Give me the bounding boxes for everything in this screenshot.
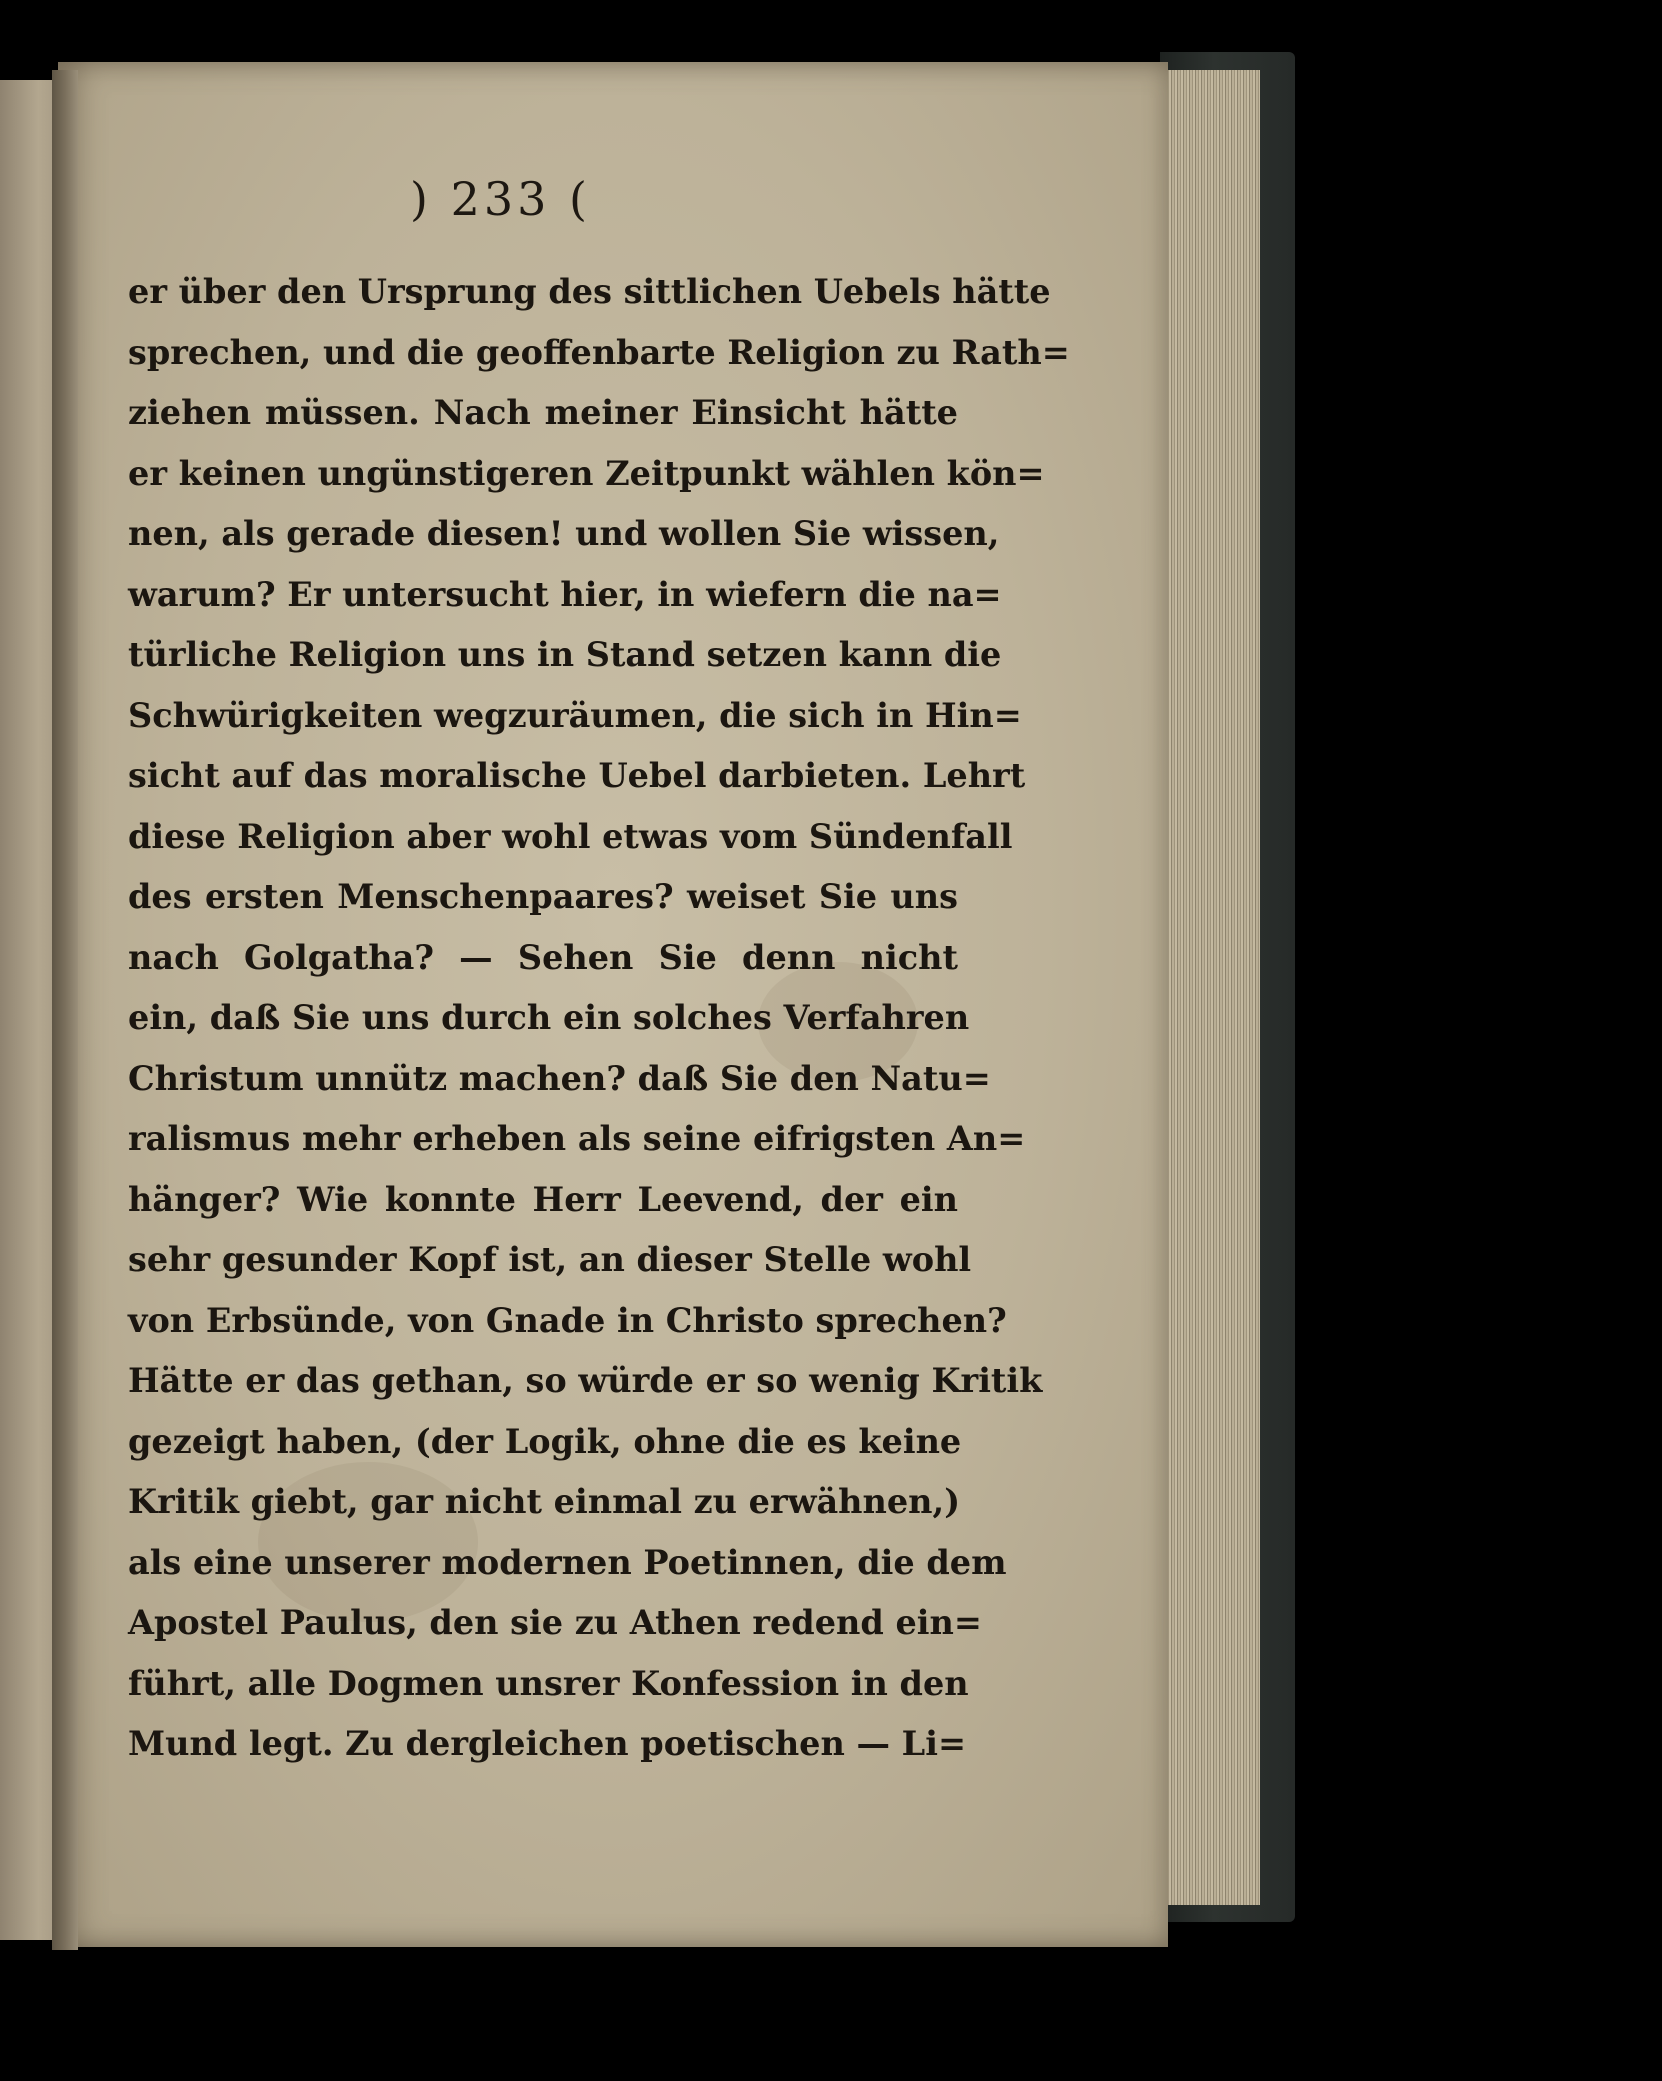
text-line: nach Golgatha? — Sehen Sie denn nicht <box>128 937 958 977</box>
text-line: ein, daß Sie uns durch ein solches Verfahren <box>128 998 970 1037</box>
text-line: von Erbsünde, von Gnade in Christo sprechen? <box>128 1300 1007 1340</box>
text-line: als eine unserer modernen Poetinnen, die dem <box>128 1542 1007 1582</box>
text-line: des ersten Menschenpaares? weiset Sie uns <box>128 877 958 916</box>
text-line: gezeigt haben, (der Logik, ohne die es keine <box>128 1421 962 1461</box>
text-line: sprechen, und die geoffenbarte Religion zu Rath= <box>128 332 1070 372</box>
text-line: Apostel Paulus, den sie zu Athen redend ein= <box>128 1603 982 1642</box>
text-line: führt, alle Dogmen unsrer Konfession in den <box>128 1663 969 1703</box>
text-line: er über den Ursprung des sittlichen Uebels hätte <box>128 272 1051 311</box>
text-line: Schwürigkeiten wegzuräumen, die sich in Hin= <box>128 695 1022 735</box>
text-line: sehr gesunder Kopf ist, an dieser Stelle wohl <box>128 1240 972 1279</box>
text-line: hänger? Wie konnte Herr Leevend, der ein <box>128 1179 958 1219</box>
page-gutter <box>52 70 78 1950</box>
text-line: ziehen müssen. Nach meiner Einsicht hätte <box>128 393 958 432</box>
text-line: türliche Religion uns in Stand setzen kann die <box>128 635 1002 674</box>
text-line: warum? Er untersucht hier, in wiefern die na= <box>128 574 1002 614</box>
text-line: nen, als gerade diesen! und wollen Sie wissen, <box>128 514 1000 553</box>
text-line: Christum unnütz machen? daß Sie den Natu= <box>128 1058 991 1098</box>
text-line: Hätte er das gethan, so würde er so wenig Kritik <box>128 1361 1043 1400</box>
text-line: Kritik giebt, gar nicht einmal zu erwähnen,) <box>128 1482 961 1521</box>
page-edges <box>1160 70 1260 1905</box>
text-line: diese Religion aber wohl etwas vom Sündenfall <box>128 816 1013 856</box>
page-number-header: ) 233 ( <box>410 172 591 226</box>
text-line: sicht auf das moralische Uebel darbieten. Lehrt <box>128 756 1026 795</box>
text-line: Mund legt. Zu dergleichen poetischen — Li= <box>128 1724 967 1763</box>
text-line: ralismus mehr erheben als seine eifrigsten An= <box>128 1119 1026 1158</box>
text-line: er keinen ungünstigeren Zeitpunkt wählen kön= <box>128 453 1045 493</box>
body-text <box>128 262 1070 1775</box>
